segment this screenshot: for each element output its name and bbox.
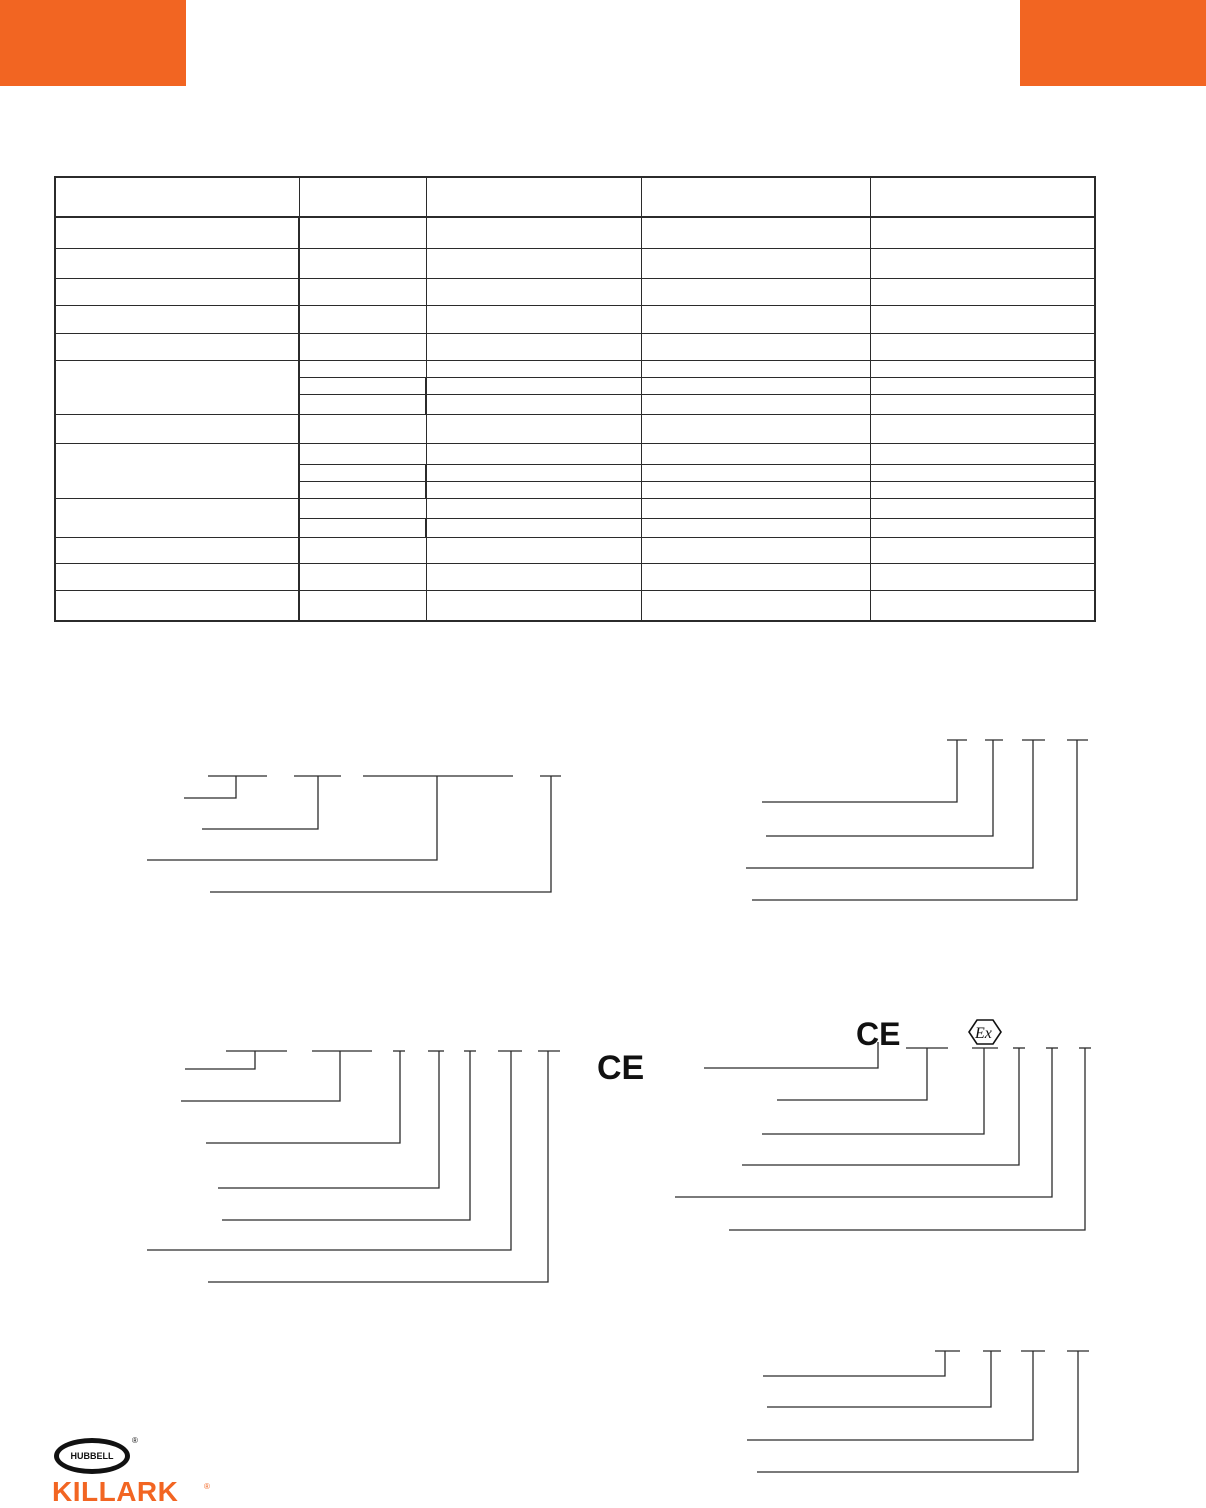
ce-mark-icon: CE <box>856 1016 901 1052</box>
ex-mark-label: Ex <box>975 1025 992 1042</box>
killark-wordmark: KILLARK <box>52 1476 179 1507</box>
catalog-number-diagram-1 <box>147 776 561 892</box>
hubbell-badge <box>54 1438 130 1474</box>
registered-mark: ® <box>204 1482 210 1491</box>
hubbell-killark-logo <box>52 1432 222 1506</box>
catalog-number-diagram-5 <box>747 1351 1089 1472</box>
ex-mark-icon <box>969 1020 1001 1044</box>
catalog-number-diagram-3 <box>147 1051 560 1282</box>
catalog-number-diagram-2 <box>746 740 1088 900</box>
registered-mark: ® <box>132 1436 138 1445</box>
hubbell-badge-text: HUBBELL <box>70 1451 114 1461</box>
catalog-number-diagram-4 <box>675 1042 1091 1230</box>
ce-mark-icon: CE <box>597 1049 645 1087</box>
